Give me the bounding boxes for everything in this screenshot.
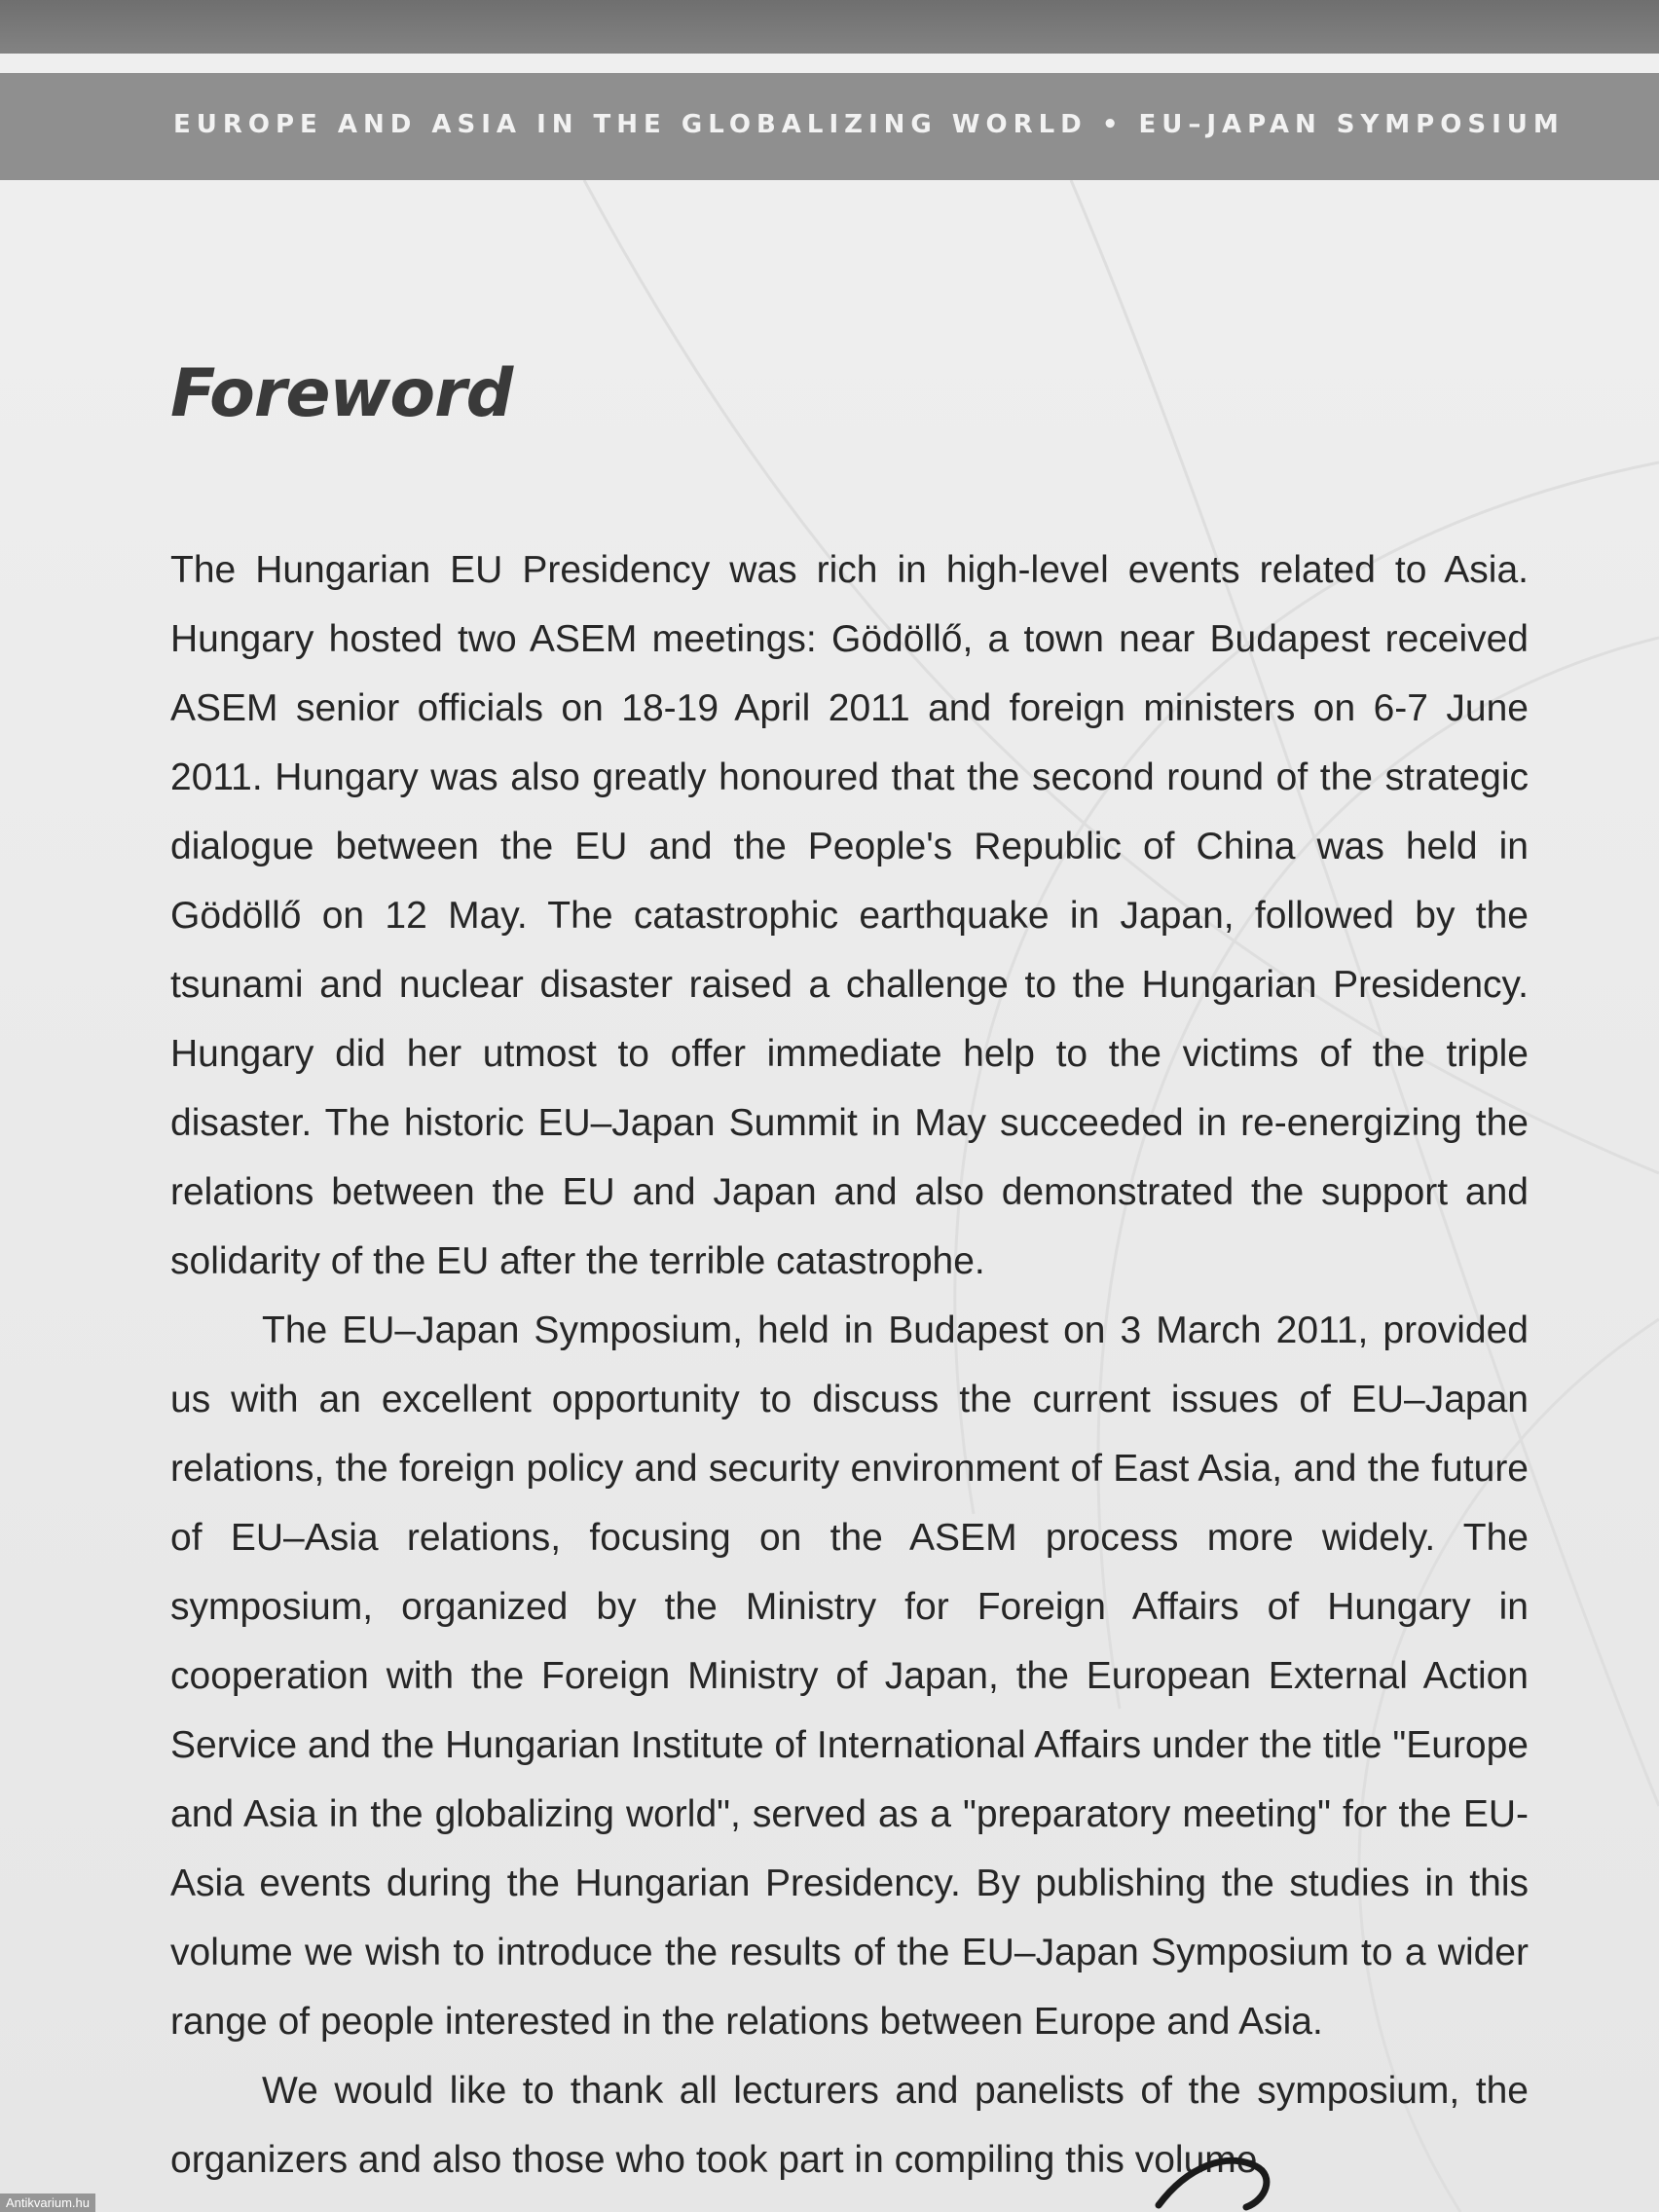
foreword-body bbox=[170, 535, 1529, 2194]
running-header-title: EUROPE AND ASIA IN THE GLOBALIZING WORLD • EU–JAPAN SYMPOSIUM bbox=[173, 110, 1565, 139]
paragraph-3: We would like to thank all lecturers and panelists of the symposium, the organizers and also those who took part in compiling this volume. bbox=[170, 2070, 1529, 2181]
page-title: Foreword bbox=[170, 355, 513, 432]
paragraph-2: The EU–Japan Symposium, held in Budapest on 3 March 2011, provided us with an excellent opportunity to discuss the current issues of EU–Japan relations, the foreign policy and security environment of East Asia, and the future of EU–Asia relations, focusing on the ASEM process more widely. The symposium, organized by the Ministry for Foreign Affairs of Hungary in cooperation with the Foreign Ministry of Japan, the European External Action Service and the Hungarian Institute of International Affairs under the title "Europe and Asia in the globalizing world", served as a "preparatory meeting" for the EU-Asia events during the Hungarian Presidency. By publishing the studies in this volume we wish to introduce the results of the EU–Japan Symposium to a wider range of people interested in the relations between Europe and Asia. bbox=[170, 1309, 1529, 2043]
paragraph-1: The Hungarian EU Presidency was rich in high-level events related to Asia. Hungary hosted two ASEM meetings: Gödöllő, a town near Budapest received ASEM senior officials on 18-19 April 2011 and foreign ministers on 6-7 June 2011. Hungary was also greatly honoured that the second round of the strategic dialogue between the EU and the People's Republic of China was held in Gödöllő on 12 May. The catastrophic earthquake in Japan, followed by the tsunami and nuclear disaster raised a challenge to the Hungarian Presidency. Hungary did her utmost to offer immediate help to the victims of the triple disaster. The historic EU–Japan Summit in May succeeded in re-energizing the relations between the EU and Japan and also demonstrated the support and solidarity of the EU after the terrible catastrophe. bbox=[170, 549, 1529, 1282]
signature-stroke bbox=[1149, 2147, 1305, 2212]
site-watermark: Antikvarium.hu bbox=[0, 2194, 95, 2212]
book-page bbox=[0, 54, 1659, 2212]
